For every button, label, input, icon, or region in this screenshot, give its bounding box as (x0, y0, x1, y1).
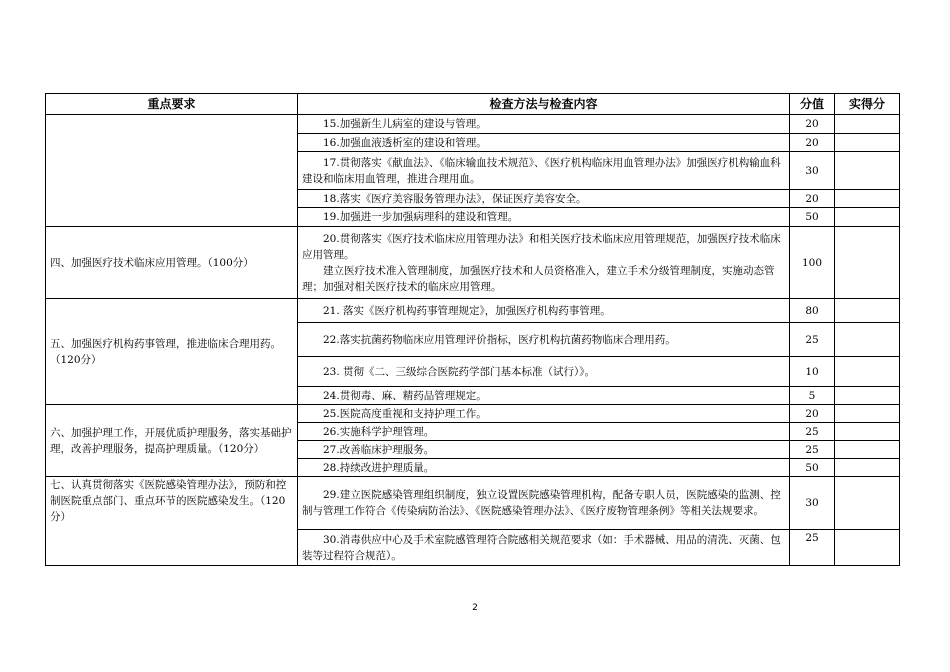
method-cell: 16.加强血液透析室的建设和管理。 (298, 134, 790, 152)
table-row (46, 405, 900, 423)
method-cell: 21. 落实《医疗机构药事管理规定》，加强医疗机构药事管理。 (298, 299, 790, 323)
method-cell: 24.贯彻毒、麻、精药品管理规定。 (298, 387, 790, 405)
actual-score-cell[interactable] (835, 208, 900, 227)
requirement-cell: 五、加强医疗机构药事管理，推进临床合理用药。（120分） (46, 299, 298, 405)
score-cell: 20 (790, 405, 835, 423)
requirement-cell-empty (46, 115, 298, 227)
score-cell: 30 (790, 477, 835, 530)
actual-score-cell[interactable] (835, 299, 900, 323)
method-cell: 17.贯彻落实《献血法》、《临床输血技术规范》、《医疗机构临床用血管理办法》加强医疗机构输血科建设和临床用血管理，推进合理用血。 (298, 152, 790, 190)
score-cell: 50 (790, 208, 835, 227)
actual-score-cell[interactable] (835, 387, 900, 405)
score-cell: 25 (790, 423, 835, 441)
actual-score-cell[interactable] (835, 190, 900, 208)
page-number: 2 (472, 603, 478, 613)
score-cell: 10 (790, 357, 835, 387)
header-method: 检查方法与检查内容 (298, 94, 790, 115)
actual-score-cell[interactable] (835, 441, 900, 459)
score-cell: 25 (790, 530, 835, 566)
score-cell: 20 (790, 115, 835, 134)
actual-score-cell[interactable] (835, 405, 900, 423)
method-cell: 15.加强新生儿病室的建设与管理。 (298, 115, 790, 134)
score-cell: 100 (790, 227, 835, 299)
header-score: 分值 (790, 94, 835, 115)
score-cell: 5 (790, 387, 835, 405)
score-cell: 25 (790, 441, 835, 459)
method-cell: 30.消毒供应中心及手术室院感管理符合院感相关规范要求（如：手术器械、用品的清洗、灭菌、包装等过程符合规范）。 (298, 530, 790, 566)
actual-score-cell[interactable] (835, 323, 900, 357)
method-cell: 28.持续改进护理质量。 (298, 459, 790, 477)
requirement-cell: 四、加强医疗技术临床应用管理。（100分） (46, 227, 298, 299)
table-header-row (46, 94, 900, 115)
score-cell: 20 (790, 190, 835, 208)
method-cell: 25.医院高度重视和支持护理工作。 (298, 405, 790, 423)
method-cell (298, 227, 790, 299)
method-paragraph: 建立医疗技术准入管理制度，加强医疗技术和人员资格准入，建立手术分级管理制度，实施动态管理；加强对相关医疗技术的临床应用管理。 (302, 264, 775, 293)
score-cell: 25 (790, 323, 835, 357)
actual-score-cell[interactable] (835, 152, 900, 190)
actual-score-cell[interactable] (835, 423, 900, 441)
actual-score-cell[interactable] (835, 115, 900, 134)
table-row (46, 227, 900, 299)
score-cell: 30 (790, 152, 835, 190)
method-cell: 22.落实抗菌药物临床应用管理评价指标，医疗机构抗菌药物临床合理用药。 (298, 323, 790, 357)
actual-score-cell[interactable] (835, 459, 900, 477)
score-cell: 80 (790, 299, 835, 323)
actual-score-cell[interactable] (835, 227, 900, 299)
requirement-cell: 六、加强护理工作，开展优质护理服务，落实基础护理，改善护理服务，提高护理质量。（120分） (46, 405, 298, 477)
method-cell: 27.改善临床护理服务。 (298, 441, 790, 459)
table-row (46, 299, 900, 323)
score-cell: 50 (790, 459, 835, 477)
header-actual-score: 实得分 (835, 94, 900, 115)
requirement-cell: 七、认真贯彻落实《医院感染管理办法》，预防和控制医院重点部门、重点环节的医院感染发生。（120分） (46, 477, 298, 566)
actual-score-cell[interactable] (835, 477, 900, 530)
method-cell: 19.加强进一步加强病理科的建设和管理。 (298, 208, 790, 227)
method-cell: 26.实施科学护理管理。 (298, 423, 790, 441)
score-cell: 20 (790, 134, 835, 152)
method-cell: 18.落实《医疗美容服务管理办法》，保证医疗美容安全。 (298, 190, 790, 208)
header-requirements: 重点要求 (46, 94, 298, 115)
actual-score-cell[interactable] (835, 134, 900, 152)
method-cell: 29.建立医院感染管理组织制度，独立设置医院感染管理机构，配备专职人员，医院感染的监测、控制与管理工作符合《传染病防治法》、《医院感染管理办法》、《医疗废物管理条例》等相关法规要求。 (298, 477, 790, 530)
table-row (46, 477, 900, 530)
method-paragraph: 20.贯彻落实《医疗技术临床应用管理办法》和相关医疗技术临床应用管理规范，加强医疗技术临床应用管理。 (302, 232, 781, 261)
inspection-table (45, 93, 900, 566)
actual-score-cell[interactable] (835, 530, 900, 566)
table-row (46, 115, 900, 134)
method-cell: 23. 贯彻《二、三级综合医院药学部门基本标准（试行）》。 (298, 357, 790, 387)
actual-score-cell[interactable] (835, 357, 900, 387)
